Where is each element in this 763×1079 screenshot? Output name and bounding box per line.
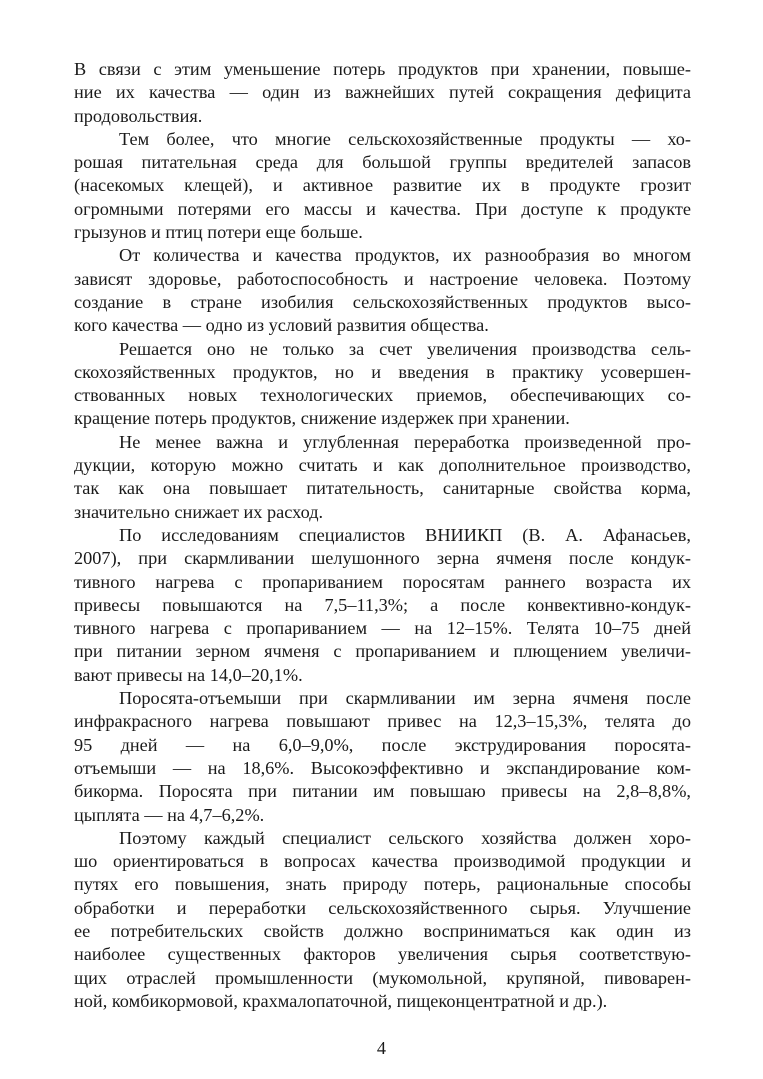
paragraph [74, 128, 691, 244]
text-line: так как она повышает питательность, санитарные свойства корма, [74, 478, 691, 499]
text-line: создание в стране изобилия сельскохозяйственных продуктов высо- [74, 291, 691, 312]
text-line: щих отраслей промышленности (мукомольной, крупяной, пивоварен- [74, 967, 691, 988]
page-body [74, 58, 691, 1013]
text-line: инфракрасного нагрева повышают привес на 12,3–15,3%, телята до [74, 711, 691, 732]
paragraph [74, 58, 691, 128]
text-line: кращение потерь продуктов, снижение издержек при хранении. [74, 408, 570, 429]
text-line: обработки и переработки сельскохозяйственного сырья. Улучшение [74, 897, 691, 918]
text-line: (насекомых клещей), и активное развитие их в продукте грозит [74, 175, 691, 196]
text-line: ной, комбикормовой, крахмалопаточной, пищеконцентратной и др.). [74, 990, 608, 1011]
paragraph [74, 524, 691, 687]
page-number: 4 [376, 1038, 387, 1058]
text-line: ствованных новых технологических приемов, обеспечивающих со- [74, 385, 691, 406]
text-line: огромными потерями его массы и качества. При доступе к продукте [74, 198, 691, 219]
text-line: бикорма. Поросята при питании им повышаю привесы на 2,8–8,8%, [74, 781, 691, 802]
text-line: привесы повышаются на 7,5–11,3%; а после конвективно-кондук- [74, 594, 691, 615]
text-line: По исследованиям специалистов ВНИИКП (В. А. Афанасьев, [119, 524, 691, 545]
text-line: Решается оно не только за счет увеличения производства сель- [119, 338, 691, 359]
paragraph [74, 338, 691, 431]
text-line: ние их качества — один из важнейших путей сокращения дефицита [74, 82, 691, 103]
paragraph [74, 687, 691, 827]
text-line: наиболее существенных факторов увеличения сырья соответствую- [74, 944, 691, 965]
text-line: цыплята — на 4,7–6,2%. [74, 804, 265, 825]
text-line: рошая питательная среда для большой группы вредителей запасов [74, 152, 691, 173]
text-line: 2007), при скармливании шелушонного зерна ячменя после кондук- [74, 548, 691, 569]
paragraph [74, 244, 691, 337]
text-line: значительно снижает их расход. [74, 501, 324, 522]
text-line: Не менее важна и углубленная переработка произведенной про- [119, 431, 691, 452]
text-line: отъемыши — на 18,6%. Высокоэффективно и экспандирование ком- [74, 757, 691, 778]
text-line: Поросята-отъемыши при скармливании им зерна ячменя после [119, 688, 691, 709]
paragraph [74, 827, 691, 1013]
text-line: От количества и качества продуктов, их разнообразия во многом [119, 245, 691, 266]
text-line: вают привесы на 14,0–20,1%. [74, 664, 303, 685]
text-line: продовольствия. [74, 105, 203, 126]
text-line: тивного нагрева с пропариванием поросятам раннего возраста их [74, 571, 691, 592]
text-line: скохозяйственных продуктов, но и введения в практику усовершен- [74, 361, 691, 382]
text-line: путях его повышения, знать природу потерь, рациональные способы [74, 874, 691, 895]
text-line: шо ориентироваться в вопросах качества производимой продукции и [74, 851, 691, 872]
text-line: зависят здоровье, работоспособность и настроение человека. Поэтому [74, 268, 691, 289]
text-line: тивного нагрева с пропариванием — на 12–15%. Телята 10–75 дней [74, 618, 691, 639]
text-line: В связи с этим уменьшение потерь продуктов при хранении, повыше- [74, 59, 691, 79]
text-line: при питании зерном ячменя с пропариванием и плющением увеличи- [74, 641, 691, 662]
text-line: ее потребительских свойств должно восприниматься как один из [74, 920, 691, 941]
text-line: кого качества — одно из условий развития общества. [74, 315, 489, 336]
text-line: грызунов и птиц потери еще больше. [74, 222, 363, 243]
paragraph [74, 431, 691, 524]
text-line: дукции, которую можно считать и как дополнительное производство, [74, 455, 691, 476]
text-line: Тем более, что многие сельскохозяйственные продукты — хо- [119, 128, 691, 149]
text-line: Поэтому каждый специалист сельского хозяйства должен хоро- [119, 827, 691, 848]
text-line: 95 дней — на 6,0–9,0%, после экструдирования поросята- [74, 734, 691, 755]
